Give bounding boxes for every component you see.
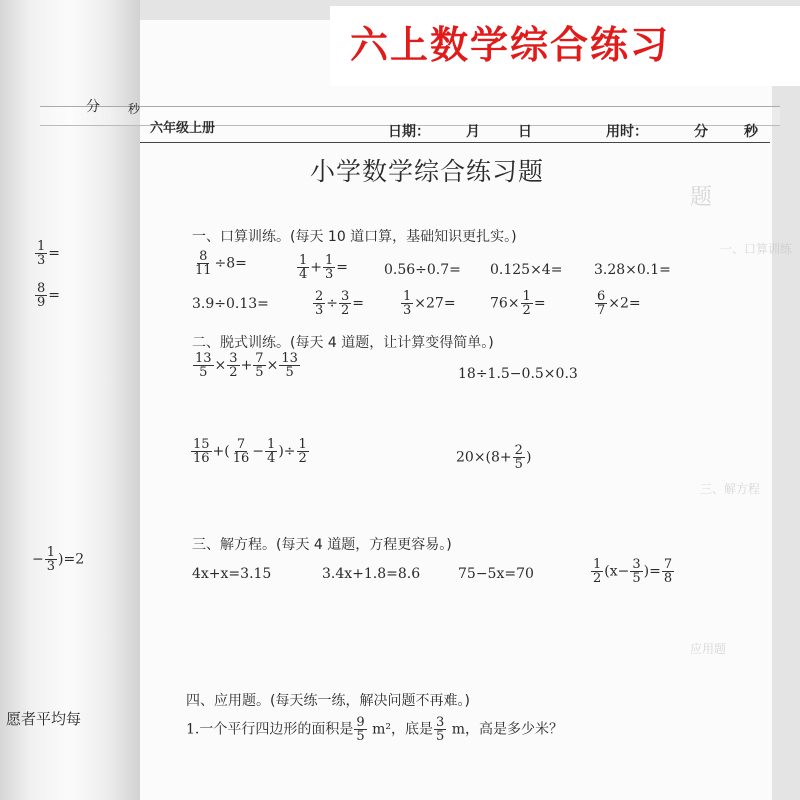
equation-3: 75−5x=70 <box>458 566 534 582</box>
header-time-label: 用时： <box>606 124 648 140</box>
calc-problem-4: 20×(8+ $\frac{2}{5}$ ) <box>456 443 532 472</box>
word-problem-1: 1.一个平行四边形的面积是 $\frac{9}{5}$ m²，底是 $\frac{3}{5}$ m，高是多少米？ <box>186 715 563 744</box>
show-through-text: 题 <box>690 185 713 210</box>
roll-tab-minute: 分 <box>86 99 100 115</box>
calc-problem-3: $\frac{15}{16}$ +( $\frac{7}{16}$ − $\frac{1}{4}$ )÷ $\frac{1}{2}$ <box>193 437 307 466</box>
roll-equation-1: $\frac{1}{3}$ = <box>37 239 61 268</box>
calc-problem-2: 18÷1.5−0.5×0.3 <box>458 366 578 382</box>
oral-item-1: $\frac{8}{11}$ ÷8= <box>195 249 247 278</box>
oral-item-9: 76× $\frac{1}{2}$ = <box>490 289 546 318</box>
header-day: 日 <box>518 124 532 140</box>
equation-1: 4x+x=3.15 <box>192 566 272 582</box>
equation-2: 3.4x+1.8=8.6 <box>322 566 421 582</box>
oral-item-10: $\frac{6}{7}$ ×2= <box>597 289 641 318</box>
section-1-heading: 一、口算训练。(每天 10 道口算，基础知识更扎实。) <box>192 229 517 245</box>
oral-item-3: 0.56÷0.7= <box>384 262 461 278</box>
banner-title: 六上数学综合练习 <box>350 23 671 67</box>
header-minute: 分 <box>694 124 708 140</box>
oral-item-6: 3.9÷0.13= <box>192 296 269 312</box>
header-date-label: 日期： <box>388 124 430 140</box>
page-title: 小学数学综合练习题 <box>310 157 545 186</box>
show-through-text: 应用题 <box>690 642 727 656</box>
roll-equation-2: $\frac{8}{9}$ = <box>37 281 61 310</box>
equation-4: $\frac{1}{2}$ (x− $\frac{3}{5}$ )= $\frac{7}{8}$ <box>593 557 673 586</box>
oral-item-2: $\frac{1}{4}$ + $\frac{1}{3}$ = <box>299 253 349 282</box>
worksheet-page <box>110 20 772 800</box>
roll-equation-3: − $\frac{1}{3}$ )=2 <box>32 545 85 574</box>
oral-item-7: $\frac{2}{3}$ ÷ $\frac{3}{2}$ = <box>315 289 365 318</box>
roll-tab-second: 秒 <box>128 102 141 116</box>
show-through-text: 三、解方程 <box>700 482 761 496</box>
oral-item-8: $\frac{1}{3}$ ×27= <box>403 289 456 318</box>
show-through-text: 一、口算训练 <box>720 242 793 256</box>
calc-problem-1: $\frac{13}{5}$ × $\frac{3}{2}$ + $\frac{7}{5}$ × $\frac{13}{5}$ <box>195 351 298 380</box>
header-second: 秒 <box>744 124 758 140</box>
roll-bottom-text: 愿者平均每 <box>6 710 82 728</box>
header-underline <box>140 142 770 143</box>
section-4-heading: 四、应用题。(每天练一练，解决问题不再难。) <box>186 693 470 709</box>
section-2-heading: 二、脱式训练。(每天 4 道题，让计算变得简单。) <box>192 335 494 351</box>
section-3-heading: 三、解方程。(每天 4 道题，方程更容易。) <box>192 537 452 553</box>
oral-item-5: 3.28×0.1= <box>594 262 671 278</box>
header-month: 月 <box>466 124 480 140</box>
header-grade: 六年级上册 <box>150 121 216 136</box>
oral-item-4: 0.125×4= <box>490 262 563 278</box>
